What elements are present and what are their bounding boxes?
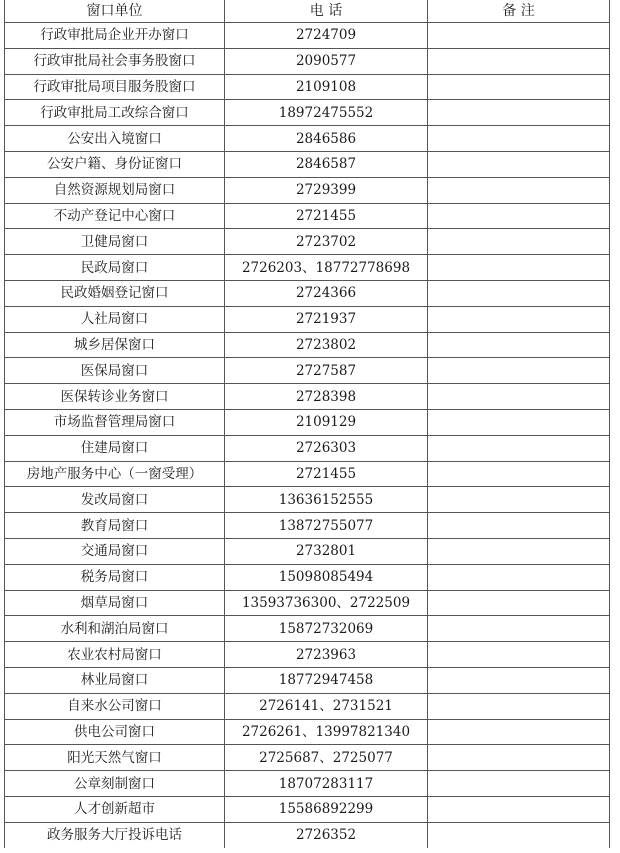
- cell-unit: 行政审批局社会事务股窗口: [5, 48, 225, 74]
- table-row: [5, 719, 610, 745]
- table-body: [5, 23, 610, 848]
- cell-note: [428, 255, 610, 281]
- cell-note: [428, 564, 610, 590]
- cell-phone: 2090577: [225, 48, 428, 74]
- header-row: [5, 0, 610, 23]
- cell-phone: 2109129: [225, 409, 428, 435]
- cell-phone: 15872732069: [225, 616, 428, 642]
- cell-note: [428, 409, 610, 435]
- cell-note: [428, 23, 610, 49]
- table-row: [5, 48, 610, 74]
- cell-phone: 18707283117: [225, 771, 428, 797]
- cell-unit: 住建局窗口: [5, 435, 225, 461]
- table-row: [5, 332, 610, 358]
- cell-unit: 城乡居保窗口: [5, 332, 225, 358]
- cell-note: [428, 667, 610, 693]
- cell-phone: 2724709: [225, 23, 428, 49]
- cell-phone: 2723702: [225, 229, 428, 255]
- cell-unit: 医保局窗口: [5, 358, 225, 384]
- cell-note: [428, 74, 610, 100]
- cell-phone: 2721937: [225, 306, 428, 332]
- cell-unit: 行政审批局工改综合窗口: [5, 100, 225, 126]
- cell-unit: 税务局窗口: [5, 564, 225, 590]
- cell-note: [428, 177, 610, 203]
- table-row: [5, 74, 610, 100]
- cell-phone: 2725687、2725077: [225, 745, 428, 771]
- cell-phone: 2846586: [225, 126, 428, 152]
- cell-note: [428, 513, 610, 539]
- cell-unit: 烟草局窗口: [5, 590, 225, 616]
- table-row: [5, 306, 610, 332]
- table-row: [5, 177, 610, 203]
- cell-note: [428, 358, 610, 384]
- table-row: [5, 461, 610, 487]
- table-row: [5, 642, 610, 668]
- cell-phone: 2109108: [225, 74, 428, 100]
- cell-note: [428, 384, 610, 410]
- cell-note: [428, 100, 610, 126]
- cell-unit: 教育局窗口: [5, 513, 225, 539]
- cell-unit: 农业农村局窗口: [5, 642, 225, 668]
- cell-unit: 市场监督管理局窗口: [5, 409, 225, 435]
- table-row: [5, 667, 610, 693]
- table-row: [5, 564, 610, 590]
- table-row: [5, 590, 610, 616]
- table-row: [5, 771, 610, 797]
- cell-phone: 15098085494: [225, 564, 428, 590]
- cell-note: [428, 642, 610, 668]
- cell-phone: 2726203、18772778698: [225, 255, 428, 281]
- table-row: [5, 745, 610, 771]
- cell-unit: 民政婚姻登记窗口: [5, 280, 225, 306]
- table-row: [5, 513, 610, 539]
- table-row: [5, 126, 610, 152]
- table-row: [5, 358, 610, 384]
- cell-unit: 卫健局窗口: [5, 229, 225, 255]
- cell-phone: 2721455: [225, 461, 428, 487]
- table-row: [5, 384, 610, 410]
- cell-phone: 2723802: [225, 332, 428, 358]
- cell-note: [428, 229, 610, 255]
- cell-unit: 行政审批局企业开办窗口: [5, 23, 225, 49]
- cell-unit: 政务服务大厅投诉电话: [5, 822, 225, 847]
- cell-phone: 2724366: [225, 280, 428, 306]
- cell-unit: 医保转诊业务窗口: [5, 384, 225, 410]
- cell-unit: 林业局窗口: [5, 667, 225, 693]
- table-row: [5, 487, 610, 513]
- cell-note: [428, 771, 610, 797]
- cell-note: [428, 332, 610, 358]
- cell-note: [428, 719, 610, 745]
- cell-unit: 水利和湖泊局窗口: [5, 616, 225, 642]
- cell-unit: 自然资源规划局窗口: [5, 177, 225, 203]
- cell-unit: 行政审批局项目服务股窗口: [5, 74, 225, 100]
- cell-phone: 15586892299: [225, 796, 428, 822]
- cell-note: [428, 151, 610, 177]
- cell-unit: 人才创新超市: [5, 796, 225, 822]
- cell-phone: 2723963: [225, 642, 428, 668]
- cell-note: [428, 616, 610, 642]
- table-row: [5, 203, 610, 229]
- table-row: [5, 616, 610, 642]
- cell-unit: 民政局窗口: [5, 255, 225, 281]
- cell-phone: 18772947458: [225, 667, 428, 693]
- cell-phone: 2726303: [225, 435, 428, 461]
- header-unit: 窗口单位: [5, 0, 225, 23]
- cell-phone: 2721455: [225, 203, 428, 229]
- table-header: [5, 0, 610, 23]
- cell-phone: 13636152555: [225, 487, 428, 513]
- cell-phone: 2726261、13997821340: [225, 719, 428, 745]
- cell-note: [428, 693, 610, 719]
- cell-unit: 自来水公司窗口: [5, 693, 225, 719]
- cell-phone: 2726141、2731521: [225, 693, 428, 719]
- cell-note: [428, 745, 610, 771]
- cell-unit: 公安户籍、身份证窗口: [5, 151, 225, 177]
- cell-note: [428, 796, 610, 822]
- table-row: [5, 100, 610, 126]
- cell-note: [428, 461, 610, 487]
- cell-phone: 18972475552: [225, 100, 428, 126]
- cell-note: [428, 822, 610, 847]
- cell-unit: 公安出入境窗口: [5, 126, 225, 152]
- cell-unit: 交通局窗口: [5, 538, 225, 564]
- cell-phone: 2726352: [225, 822, 428, 847]
- cell-phone: 2846587: [225, 151, 428, 177]
- table-row: [5, 693, 610, 719]
- table-row: [5, 280, 610, 306]
- cell-phone: 2727587: [225, 358, 428, 384]
- cell-note: [428, 203, 610, 229]
- table-row: [5, 538, 610, 564]
- header-note: 备 注: [428, 0, 610, 23]
- cell-note: [428, 590, 610, 616]
- table-row: [5, 796, 610, 822]
- cell-phone: 2728398: [225, 384, 428, 410]
- cell-unit: 公章刻制窗口: [5, 771, 225, 797]
- table-row: [5, 255, 610, 281]
- cell-phone: 13593736300、2722509: [225, 590, 428, 616]
- table-row: [5, 23, 610, 49]
- cell-unit: 不动产登记中心窗口: [5, 203, 225, 229]
- cell-unit: 阳光天然气窗口: [5, 745, 225, 771]
- cell-note: [428, 306, 610, 332]
- table-row: [5, 229, 610, 255]
- cell-phone: 13872755077: [225, 513, 428, 539]
- contact-table: [4, 0, 610, 848]
- table-row: [5, 409, 610, 435]
- cell-unit: 人社局窗口: [5, 306, 225, 332]
- table-row: [5, 151, 610, 177]
- header-phone: 电 话: [225, 0, 428, 23]
- cell-unit: 房地产服务中心（一窗受理）: [5, 461, 225, 487]
- cell-note: [428, 48, 610, 74]
- cell-note: [428, 126, 610, 152]
- cell-note: [428, 487, 610, 513]
- cell-phone: 2732801: [225, 538, 428, 564]
- cell-unit: 发改局窗口: [5, 487, 225, 513]
- table-row: [5, 435, 610, 461]
- cell-phone: 2729399: [225, 177, 428, 203]
- cell-note: [428, 538, 610, 564]
- cell-note: [428, 435, 610, 461]
- cell-note: [428, 280, 610, 306]
- cell-unit: 供电公司窗口: [5, 719, 225, 745]
- table-row: [5, 822, 610, 847]
